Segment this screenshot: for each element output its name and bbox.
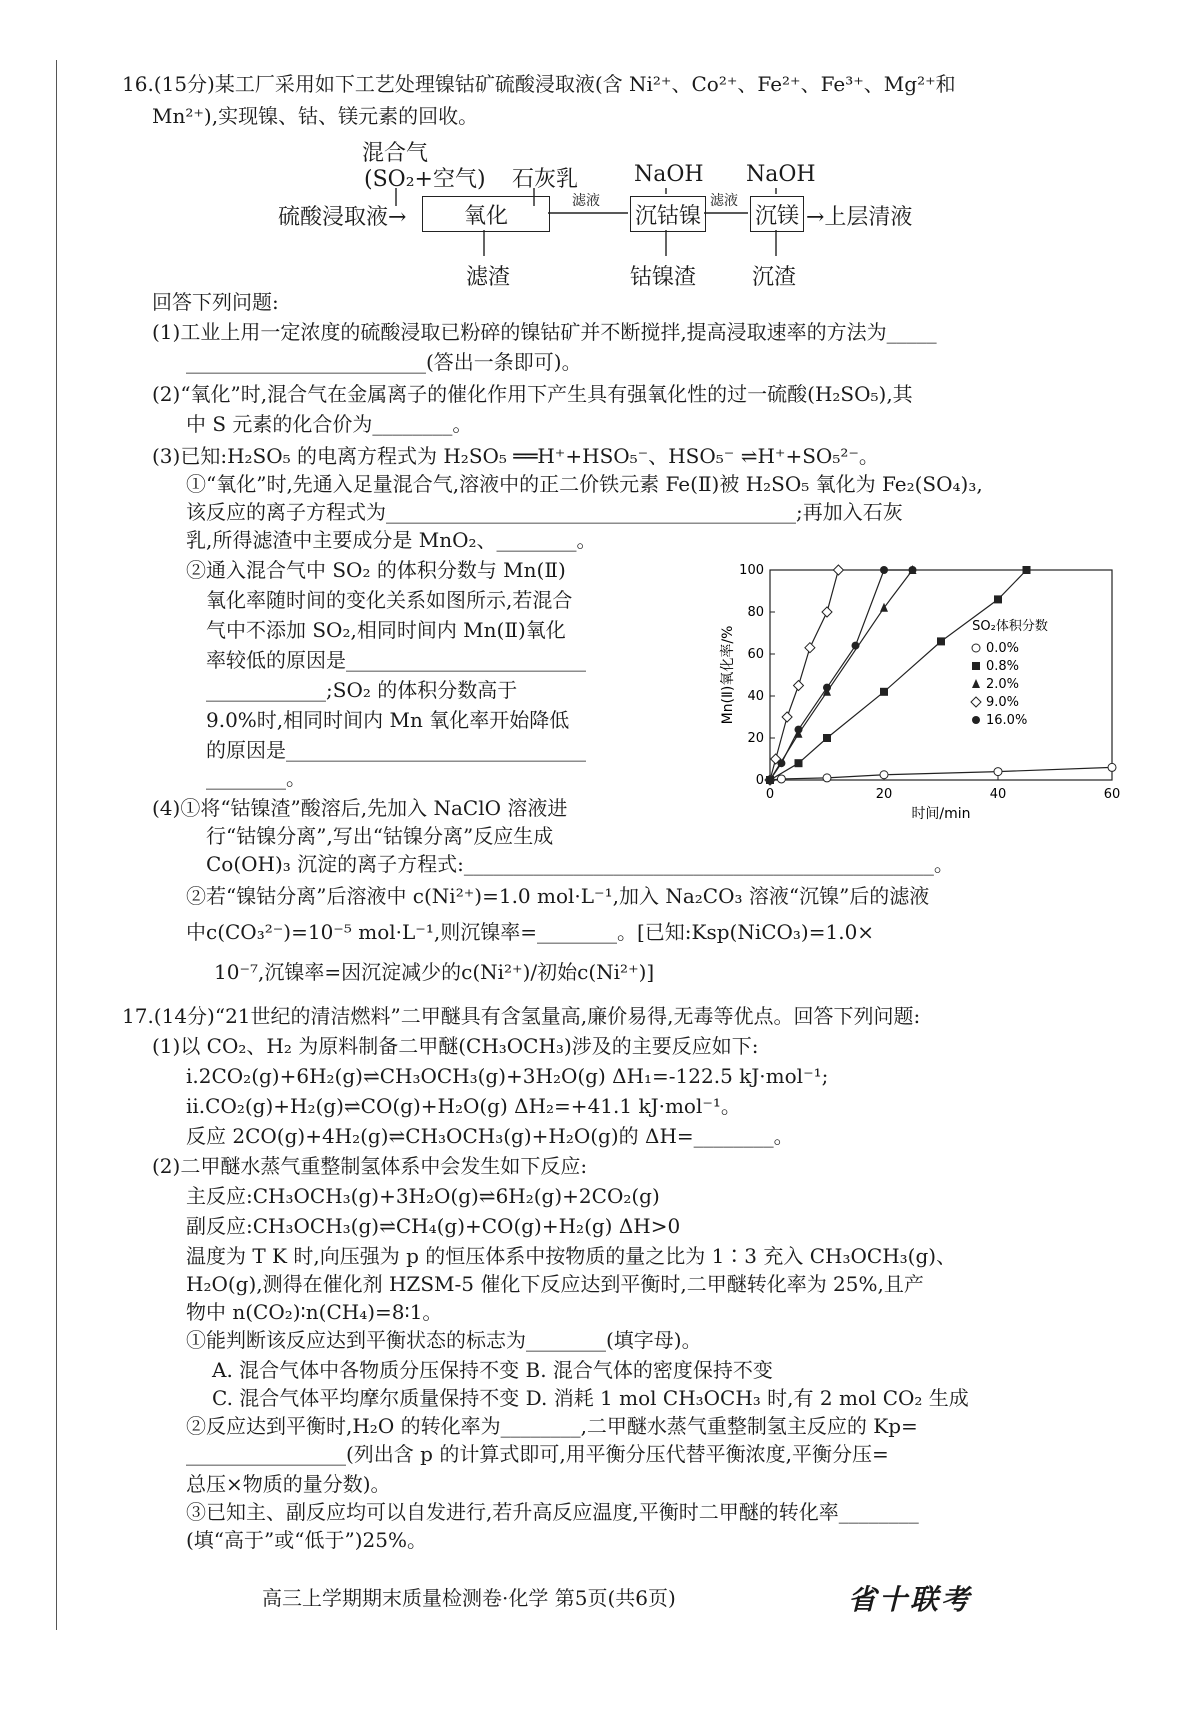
legend-entry: 16.0% — [986, 713, 1028, 728]
flow-gas-label: 混合气 — [362, 141, 429, 166]
legend-entry: 0.0% — [986, 641, 1020, 656]
text-line: 该反应的离子方程式为_________________________________________;再加入石灰 — [186, 500, 903, 524]
text-line: ①“氧化”时,先通入足量混合气,溶液中的正二价铁元素 Fe(Ⅱ)被 H₂SO₅ 氧化为 Fe₂(SO₄)₃, — [186, 472, 983, 496]
text-line: Co(OH)₃ 沉淀的离子方程式:_______________________________________________。 — [206, 852, 954, 876]
text-line: 的原因是______________________________ — [206, 738, 586, 762]
flow-output: →上层清液 — [806, 205, 913, 230]
data-point — [795, 726, 803, 734]
text-line: 反应 2CO(g)+4H₂(g)⇌CH₃OCH₃(g)+H₂O(g)的 ΔH=________。 — [186, 1124, 794, 1148]
text-line: (填“高于”或“低于”)25%。 — [186, 1528, 427, 1552]
flow-filtrate-2: 滤液 — [710, 193, 738, 209]
data-point — [994, 768, 1002, 776]
y-tick-label: 0 — [755, 773, 764, 788]
data-point — [972, 644, 980, 652]
data-point — [1108, 763, 1116, 771]
data-point — [833, 565, 843, 575]
text-line: (3)已知:H₂SO₅ 的电离方程式为 H₂SO₅ ══H⁺+HSO₅⁻、HSO₅⁻ ⇌H⁺+SO₅²⁻。 — [152, 444, 879, 468]
data-point — [766, 776, 774, 784]
data-point — [1023, 566, 1031, 574]
flow-arrows — [300, 150, 1100, 310]
text-line: 16.(15分)某工厂采用如下工艺处理镍钴矿硫酸浸取液(含 Ni²⁺、Co²⁺、Fe²⁺、Fe³⁺、Mg²⁺和 — [122, 72, 956, 96]
data-point — [805, 643, 815, 653]
data-point — [777, 775, 785, 783]
data-point — [795, 759, 803, 767]
data-point — [937, 637, 945, 645]
text-line: (4)①将“钴镍渣”酸溶后,先加入 NaClO 溶液进 — [152, 796, 568, 820]
text-line: (2)二甲醚水蒸气重整制氢体系中会发生如下反应: — [152, 1154, 588, 1178]
margin-rule — [56, 60, 57, 1630]
x-tick-label: 0 — [765, 787, 775, 802]
legend-entry: 9.0% — [986, 695, 1020, 710]
text-line: 行“钴镍分离”,写出“钴镍分离”反应生成 — [206, 824, 554, 848]
text-line: C. 混合气体平均摩尔质量保持不变 D. 消耗 1 mol CH₃OCH₃ 时,有 2 mol CO₂ 生成 — [212, 1386, 969, 1410]
text-line: 副反应:CH₃OCH₃(g)⇌CH₄(g)+CO(g)+H₂(g) ΔH>0 — [186, 1214, 681, 1238]
data-point — [822, 607, 832, 617]
process-flow-diagram — [278, 141, 1100, 310]
text-line: 主反应:CH₃OCH₃(g)+3H₂O(g)⇌6H₂(g)+2CO₂(g) — [186, 1184, 660, 1208]
text-line: ②若“镍钴分离”后溶液中 c(Ni²⁺)=1.0 mol·L⁻¹,加入 Na₂CO₃ 溶液“沉镍”后的滤液 — [186, 884, 930, 908]
series-line — [770, 570, 913, 780]
data-point — [794, 681, 804, 691]
text-line: ②通入混合气中 SO₂ 的体积分数与 Mn(Ⅱ) — [186, 558, 566, 582]
y-tick-label: 20 — [747, 731, 764, 746]
data-point — [823, 734, 831, 742]
chart-svg — [710, 552, 1150, 822]
text-line: 乳,所得滤渣中主要成分是 MnO₂、________。 — [186, 528, 597, 552]
text-line: (2)“氧化”时,混合气在金属离子的催化作用下产生具有强氧化性的过一硫酸(H₂SO₅),其 — [152, 382, 913, 406]
flow-lime-label: 石灰乳 — [512, 167, 579, 192]
flow-residue-1: 滤渣 — [466, 265, 511, 290]
flow-naoh-2: NaOH — [746, 162, 816, 187]
text-line: ①能判断该反应达到平衡状态的标志为________(填字母)。 — [186, 1328, 702, 1352]
text-line: 回答下列问题: — [152, 290, 279, 314]
flow-oxidation-box: 氧化 — [422, 196, 550, 232]
legend-entry: 0.8% — [986, 659, 1020, 674]
text-line: ②反应达到平衡时,H₂O 的转化率为________,二甲醚水蒸气重整制氢主反应的 Kp= — [186, 1414, 918, 1438]
text-line: 10⁻⁷,沉镍率=因沉淀减少的c(Ni²⁺)/初始c(Ni²⁺)] — [214, 960, 655, 984]
flow-magnesium-box: 沉镁 — [750, 196, 804, 232]
data-point — [782, 712, 792, 722]
data-point — [880, 688, 888, 696]
flow-gas-composition: (SO₂+空气) — [364, 167, 486, 192]
flow-residue-3: 沉渣 — [752, 265, 797, 290]
data-point — [994, 595, 1002, 603]
text-line: ⅱ.CO₂(g)+H₂(g)⇌CO(g)+H₂O(g) ΔH₂=+41.1 kJ·mol⁻¹。 — [186, 1094, 741, 1118]
data-point — [972, 679, 980, 688]
text-line: 氧化率随时间的变化关系如图所示,若混合 — [206, 588, 573, 612]
y-tick-label: 80 — [747, 605, 764, 620]
text-line: 总压×物质的量分数)。 — [186, 1472, 391, 1496]
plot-frame — [770, 570, 1112, 780]
text-line: H₂O(g),测得在催化剂 HZSM-5 催化下反应达到平衡时,二甲醚转化率为 25%,且产 — [186, 1272, 924, 1296]
data-point — [972, 662, 980, 670]
series-line — [770, 570, 913, 780]
x-tick-label: 40 — [989, 787, 1007, 802]
text-line: 率较低的原因是________________________ — [206, 648, 586, 672]
flow-cobalt-nickel-box: 沉钴镍 — [630, 196, 706, 232]
oxidation-rate-chart — [710, 552, 1150, 822]
publisher-stamp: 省十联考 — [848, 1583, 973, 1616]
y-tick-label: 40 — [747, 689, 764, 704]
text-line: 中c(CO₃²⁻)=10⁻⁵ mol·L⁻¹,则沉镍率=________。[已知:Ksp(NiCO₃)=1.0× — [186, 920, 875, 944]
page-footer: 高三上学期期末质量检测卷·化学 第5页(共6页) — [262, 1586, 676, 1610]
x-axis-label: 时间/min — [911, 806, 971, 822]
text-line: 9.0%时,相同时间内 Mn 氧化率开始降低 — [206, 708, 570, 732]
text-line: 气中不添加 SO₂,相同时间内 Mn(Ⅱ)氧化 — [206, 618, 566, 642]
series-line — [770, 570, 1027, 780]
data-point — [823, 774, 831, 782]
series-line — [770, 767, 1112, 780]
data-point — [823, 684, 831, 692]
text-line: ____________;SO₂ 的体积分数高于 — [206, 678, 518, 702]
text-line: Mn²⁺),实现镍、钴、镁元素的回收。 — [152, 104, 479, 128]
x-tick-label: 60 — [1103, 787, 1121, 802]
data-point — [852, 642, 860, 650]
flow-naoh-1: NaOH — [634, 162, 704, 187]
data-point — [909, 566, 917, 574]
text-line: ________________________(答出一条即可)。 — [186, 350, 582, 374]
y-tick-label: 100 — [739, 563, 764, 578]
flow-filtrate-1: 滤液 — [572, 193, 600, 209]
text-line: ③已知主、副反应均可以自发进行,若升高反应温度,平衡时二甲醚的转化率________ — [186, 1500, 919, 1524]
text-line: A. 混合气体中各物质分压保持不变 B. 混合气体的密度保持不变 — [212, 1358, 773, 1382]
data-point — [880, 566, 888, 574]
legend-title: SO₂体积分数 — [972, 619, 1048, 634]
y-tick-label: 60 — [747, 647, 764, 662]
text-line: ⅰ.2CO₂(g)+6H₂(g)⇌CH₃OCH₃(g)+3H₂O(g) ΔH₁=-122.5 kJ·mol⁻¹; — [186, 1064, 829, 1088]
text-line: 温度为 T K 时,向压强为 p 的恒压体系中按物质的量之比为 1∶3 充入 CH₃OCH₃(g)、 — [186, 1244, 957, 1268]
data-point — [880, 771, 888, 779]
data-point — [971, 697, 981, 707]
data-point — [972, 716, 980, 724]
flow-residue-2: 钴镍渣 — [630, 265, 697, 290]
text-line: 17.(14分)“21世纪的清洁燃料”二甲醚具有含氢量高,廉价易得,无毒等优点。回答下列问题: — [122, 1004, 921, 1028]
legend-entry: 2.0% — [986, 677, 1020, 692]
y-axis-label: Mn(Ⅱ)氧化率/% — [720, 625, 736, 725]
text-line: (1)以 CO₂、H₂ 为原料制备二甲醚(CH₃OCH₃)涉及的主要反应如下: — [152, 1034, 759, 1058]
text-line: (1)工业上用一定浓度的硫酸浸取已粉碎的镍钴矿并不断搅拌,提高浸取速率的方法为_____ — [152, 320, 937, 344]
text-line: ________________(列出含 p 的计算式即可,用平衡分压代替平衡浓度,平衡分压= — [186, 1442, 889, 1466]
text-line: 中 S 元素的化合价为________。 — [186, 412, 473, 436]
text-line: 物中 n(CO₂)∶n(CH₄)=8∶1。 — [186, 1300, 443, 1324]
flow-feed: 硫酸浸取液→ — [278, 205, 407, 230]
x-tick-label: 20 — [875, 787, 893, 802]
text-line: ________。 — [206, 766, 306, 790]
data-point — [777, 759, 785, 767]
series-line — [770, 570, 838, 780]
